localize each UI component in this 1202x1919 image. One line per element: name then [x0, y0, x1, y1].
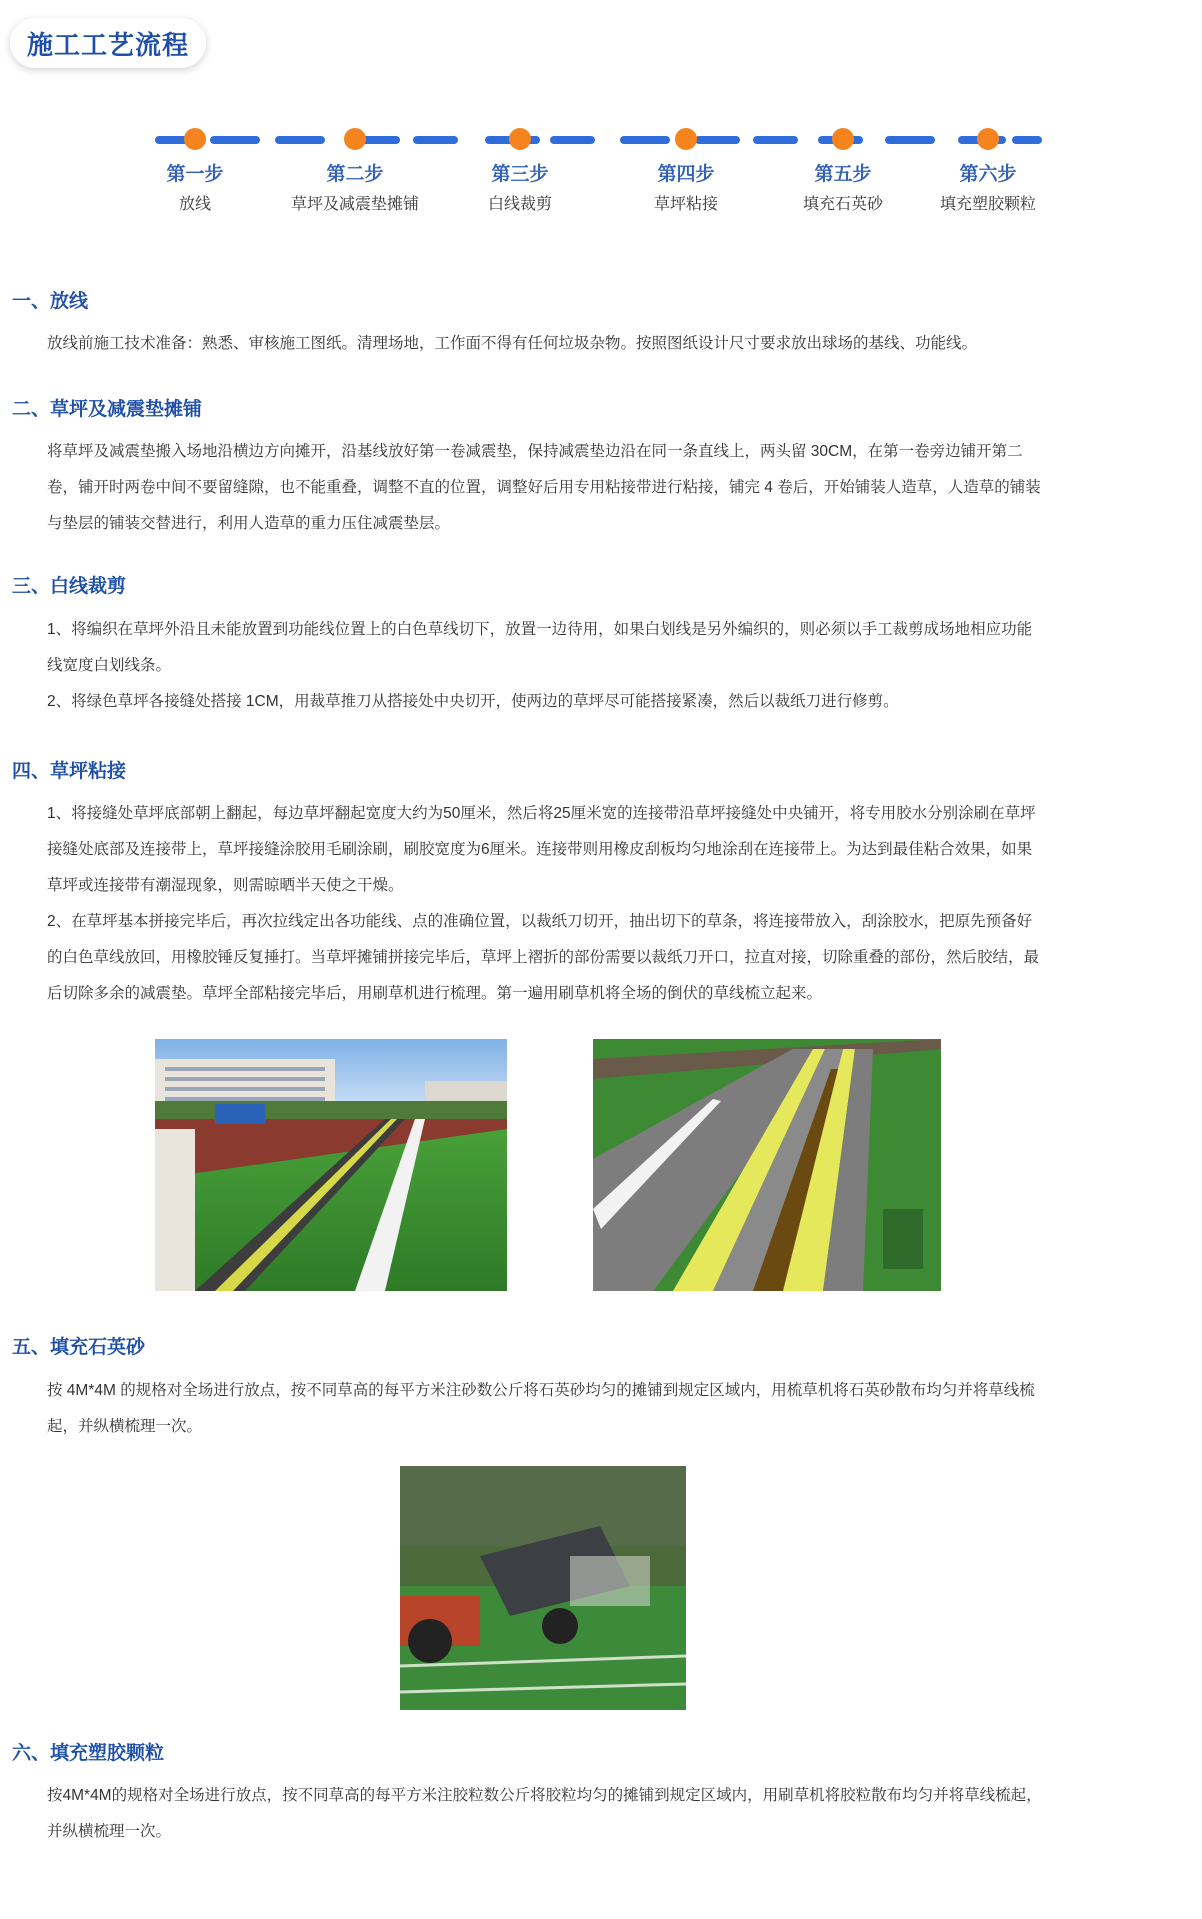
step-number: 第二步: [326, 164, 384, 185]
step-dot: [344, 128, 366, 150]
step-number: 第四步: [657, 164, 715, 185]
step-dot: [184, 128, 206, 150]
section-body-6: [47, 1778, 1047, 1850]
step-number: 第一步: [166, 164, 224, 185]
paragraph: 1、将编织在草坪外沿且未能放置到功能线位置上的白色草线切下，放置一边待用，如果白划线是另外编织的，则必须以手工裁剪成场地相应功能线宽度白划线条。: [47, 621, 1033, 674]
paragraph: 按 4M*4M 的规格对全场进行放点，按不同草高的每平方米注砂数公斤将石英砂均匀的摊铺到规定区域内，用梳草机将石英砂散布均匀并将草线梳起，并纵横梳理一次。: [47, 1382, 1035, 1435]
photo-turf-laying: [155, 1039, 507, 1291]
paragraph: 1、将接缝处草坪底部朝上翻起，每边草坪翻起宽度大约为50厘米，然后将25厘米宽的连接带沿草坪接缝处中央铺开，将专用胶水分别涂刷在草坪接缝处底部及连接带上，草坪接缝涂胶用毛刷涂刷，刷胶宽度为6厘米。连接带则用橡皮刮板均匀地涂刮在连接带上。为达到最佳粘合效果，如果草坪或连接带有潮湿现象，则需晾晒半天使之干燥。: [47, 805, 1036, 894]
section-heading-4: 四、草坪粘接: [12, 761, 127, 782]
section-heading-6: 六、填充塑胶颗粒: [12, 1743, 165, 1764]
page-title: 施工工艺流程: [10, 18, 206, 68]
section-heading-1: 一、放线: [12, 291, 89, 312]
paragraph: 2、将绿色草坪各接缝处搭接 1CM，用裁草推刀从搭接处中央切开，使两边的草坪尽可能搭接紧凑，然后以裁纸刀进行修剪。: [47, 693, 899, 710]
step-name: 草坪粘接: [653, 196, 718, 213]
paragraph: 2、在草坪基本拼接完毕后，再次拉线定出各功能线、点的准确位置，以裁纸刀切开，抽出切下的草条，将连接带放入，刮涂胶水，把原先预备好的白色草线放回，用橡胶锤反复捶打。当草坪摊铺拼接完毕后，草坪上褶折的部份需要以裁纸刀开口，拉直对接，切除重叠的部份，然后胶结，最后切除多余的减震垫。草坪全部粘接完毕后，用刷草机进行梳理。第一遍用刷草机将全场的倒伏的草线梳立起来。: [47, 913, 1040, 1002]
step-dot: [675, 128, 697, 150]
step-number: 第三步: [491, 164, 549, 185]
step-4: [611, 122, 761, 216]
step-dot: [977, 128, 999, 150]
process-steps: [150, 122, 1046, 232]
section-body-5: [47, 1373, 1047, 1445]
step-1: [120, 122, 270, 216]
step-name: 草坪及减震垫摊铺: [290, 196, 419, 213]
step-3: [445, 122, 595, 216]
section-body-2: [47, 434, 1047, 542]
step-number: 第六步: [959, 164, 1017, 185]
step-5: [768, 122, 918, 216]
paragraph: 将草坪及减震垫搬入场地沿横边方向摊开，沿基线放好第一卷减震垫，保持减震垫边沿在同一条直线上，两头留 30CM，在第一卷旁边铺开第二卷，铺开时两卷中间不要留缝隙，也不能重叠，调整不直的位置，调整好后用专用粘接带进行粘接，铺完 4 卷后，开始铺装人造草，人造草的铺装与垫层的铺装交替进行，利用人造草的重力压住减震垫层。: [47, 443, 1041, 532]
step-name: 放线: [178, 196, 211, 213]
step-name: 填充石英砂: [802, 196, 883, 213]
step-dot: [509, 128, 531, 150]
section-heading-2: 二、草坪及减震垫摊铺: [12, 399, 203, 420]
photo-turf-gluing: [593, 1039, 941, 1291]
step-2: [280, 122, 430, 216]
section-heading-5: 五、填充石英砂: [12, 1337, 146, 1358]
step-6: [913, 122, 1063, 216]
section-body-1: [47, 326, 1047, 362]
step-name: 填充塑胶颗粒: [939, 196, 1036, 213]
step-number: 第五步: [814, 164, 872, 185]
section-heading-3: 三、白线裁剪: [12, 576, 127, 597]
step-name: 白线裁剪: [487, 196, 552, 213]
paragraph: 放线前施工技术准备：熟悉、审核施工图纸。清理场地，工作面不得有任何垃圾杂物。按照图纸设计尺寸要求放出球场的基线、功能线。: [47, 335, 978, 352]
section-body-4: [47, 796, 1047, 1012]
paragraph: 按4M*4M的规格对全场进行放点，按不同草高的每平方米注胶粒数公斤将胶粒均匀的摊铺到规定区域内，用刷草机将胶粒散布均匀并将草线梳起，并纵横梳理一次。: [47, 1787, 1042, 1840]
section-body-3: [47, 612, 1047, 720]
photo-sand-filling: [400, 1466, 686, 1710]
step-dot: [832, 128, 854, 150]
